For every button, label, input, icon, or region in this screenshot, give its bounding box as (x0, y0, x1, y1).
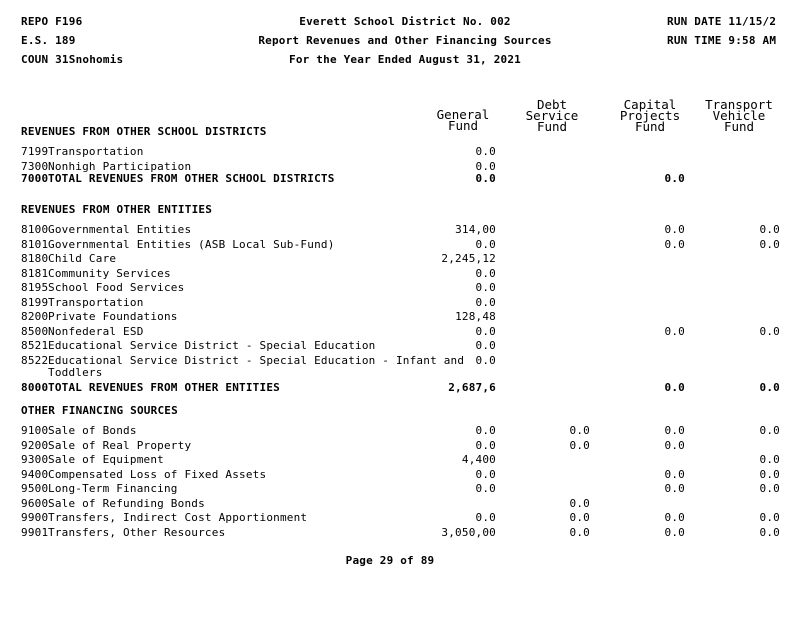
cell-debt: 0.0 (569, 424, 590, 437)
row-label: Transfers, Indirect Cost Apportionment (48, 511, 308, 524)
row-code: 8200 (21, 310, 49, 323)
column-header-general-fund: General Fund (436, 107, 490, 133)
row-label: Educational Service District - Special Education (48, 339, 376, 352)
cell-general: 0.0 (475, 266, 496, 280)
column-header-transport-vehicle-fund: Transport Vehicle Fund (705, 97, 773, 134)
column-header-debt-service-fund: Debt Service Fund (525, 97, 579, 134)
cell-transport: 0.0 (759, 380, 780, 394)
cell-capital: 0.0 (664, 482, 685, 495)
cell-transport: 0.0 (759, 453, 780, 466)
cell-transport: 0.0 (759, 223, 780, 236)
row-code: 8180 (21, 252, 49, 265)
row-label: Compensated Loss of Fixed Assets (48, 467, 267, 481)
cell-general: 0.0 (475, 295, 496, 309)
cell-transport: 0.0 (759, 237, 780, 251)
cell-general: 0.0 (475, 172, 496, 185)
cell-capital: 0.0 (664, 380, 685, 394)
page-number: Page 29 of 89 (345, 554, 435, 567)
column-header-capital-projects-fund: Capital Projects Fund (619, 97, 681, 134)
row-code: 9901 (21, 525, 49, 539)
cell-debt: 0.0 (569, 438, 590, 452)
cell-general: 0.0 (475, 159, 496, 173)
row-label: Transportation (48, 295, 144, 309)
district-name: Everett School District No. 002 (299, 15, 511, 28)
row-code: 9100 (21, 424, 49, 437)
cell-general: 0.0 (475, 424, 496, 437)
cell-capital: 0.0 (664, 223, 685, 236)
row-code: 8522 (21, 353, 49, 367)
row-label: Transfers, Other Resources (48, 525, 226, 539)
row-label: Governmental Entities (ASB Local Sub-Fund) (48, 237, 335, 251)
row-label: Long-Term Financing (48, 482, 178, 495)
cell-capital: 0.0 (664, 237, 685, 251)
row-label: Sale of Bonds (48, 424, 137, 437)
cell-general: 314,00 (455, 223, 496, 236)
cell-transport: 0.0 (759, 511, 780, 524)
cell-transport: 0.0 (759, 467, 780, 481)
row-code: 7300 (21, 159, 49, 173)
report-period: For the Year Ended August 31, 2021 (289, 53, 521, 66)
cell-capital: 0.0 (664, 172, 685, 185)
cell-general: 0.0 (475, 339, 496, 352)
cell-debt: 0.0 (569, 496, 590, 510)
row-label: Transportation (48, 145, 144, 158)
total-row-label: TOTAL REVENUES FROM OTHER ENTITIES (48, 380, 280, 394)
row-label: Sale of Real Property (48, 438, 192, 452)
cell-general: 2,245,12 (441, 252, 496, 265)
cell-capital: 0.0 (664, 324, 685, 338)
cell-general: 0.0 (475, 353, 496, 367)
row-label: Sale of Refunding Bonds (48, 496, 205, 510)
section-title: REVENUES FROM OTHER SCHOOL DISTRICTS (21, 125, 267, 138)
row-label: Nonfederal ESD (48, 324, 144, 338)
row-label: Child Care (48, 252, 117, 265)
row-code: 9600 (21, 496, 49, 510)
row-label: Sale of Equipment (48, 453, 164, 466)
cell-transport: 0.0 (759, 525, 780, 539)
row-code: 9900 (21, 511, 49, 524)
cell-general: 0.0 (475, 324, 496, 338)
row-label: Community Services (48, 266, 171, 280)
cell-capital: 0.0 (664, 424, 685, 437)
cell-general: 2,687,6 (448, 380, 496, 394)
cell-general: 0.0 (475, 511, 496, 524)
cell-general: 3,050,00 (441, 525, 496, 539)
cell-general: 0.0 (475, 467, 496, 481)
row-code: 9500 (21, 482, 49, 495)
cell-transport: 0.0 (759, 424, 780, 437)
cell-general: 4,400 (461, 453, 496, 466)
cell-general: 0.0 (475, 281, 496, 294)
row-label: Educational Service District - Special Education - Infant and Toddlers (48, 353, 465, 379)
row-label: Private Foundations (48, 310, 178, 323)
cell-capital: 0.0 (664, 438, 685, 452)
run-time: RUN TIME 9:58 AM (667, 34, 777, 47)
total-row-code: 7000 (21, 172, 49, 185)
esd-number: E.S. 189 (21, 34, 76, 47)
cell-general: 0.0 (475, 145, 496, 158)
report-title: Report Revenues and Other Financing Sources (258, 34, 552, 47)
cell-general: 0.0 (475, 438, 496, 452)
cell-transport: 0.0 (759, 482, 780, 495)
cell-general: 0.0 (475, 482, 496, 495)
report-id: REPO F196 (21, 15, 83, 28)
cell-general: 0.0 (475, 237, 496, 251)
county: COUN 31Snohomis (21, 53, 124, 66)
row-code: 7199 (21, 145, 49, 158)
cell-transport: 0.0 (759, 324, 780, 338)
cell-debt: 0.0 (569, 511, 590, 524)
cell-capital: 0.0 (664, 511, 685, 524)
row-code: 8100 (21, 223, 49, 236)
cell-capital: 0.0 (664, 525, 685, 539)
row-label: Governmental Entities (48, 223, 192, 236)
row-code: 8521 (21, 339, 49, 352)
row-code: 9400 (21, 467, 49, 481)
cell-capital: 0.0 (664, 467, 685, 481)
cell-debt: 0.0 (569, 525, 590, 539)
row-label: School Food Services (48, 281, 185, 294)
row-code: 8199 (21, 295, 49, 309)
row-code: 8195 (21, 281, 49, 294)
row-code: 9300 (21, 453, 49, 466)
row-code: 8500 (21, 324, 49, 338)
row-label: Nonhigh Participation (48, 159, 192, 173)
total-row-code: 8000 (21, 380, 49, 394)
row-code: 9200 (21, 438, 49, 452)
section-title: OTHER FINANCING SOURCES (21, 404, 178, 417)
run-date: RUN DATE 11/15/2 (667, 15, 777, 28)
cell-general: 128,48 (455, 310, 496, 323)
row-code: 8101 (21, 237, 49, 251)
row-code: 8181 (21, 266, 49, 280)
total-row-label: TOTAL REVENUES FROM OTHER SCHOOL DISTRICTS (48, 172, 335, 185)
section-title: REVENUES FROM OTHER ENTITIES (21, 203, 213, 216)
